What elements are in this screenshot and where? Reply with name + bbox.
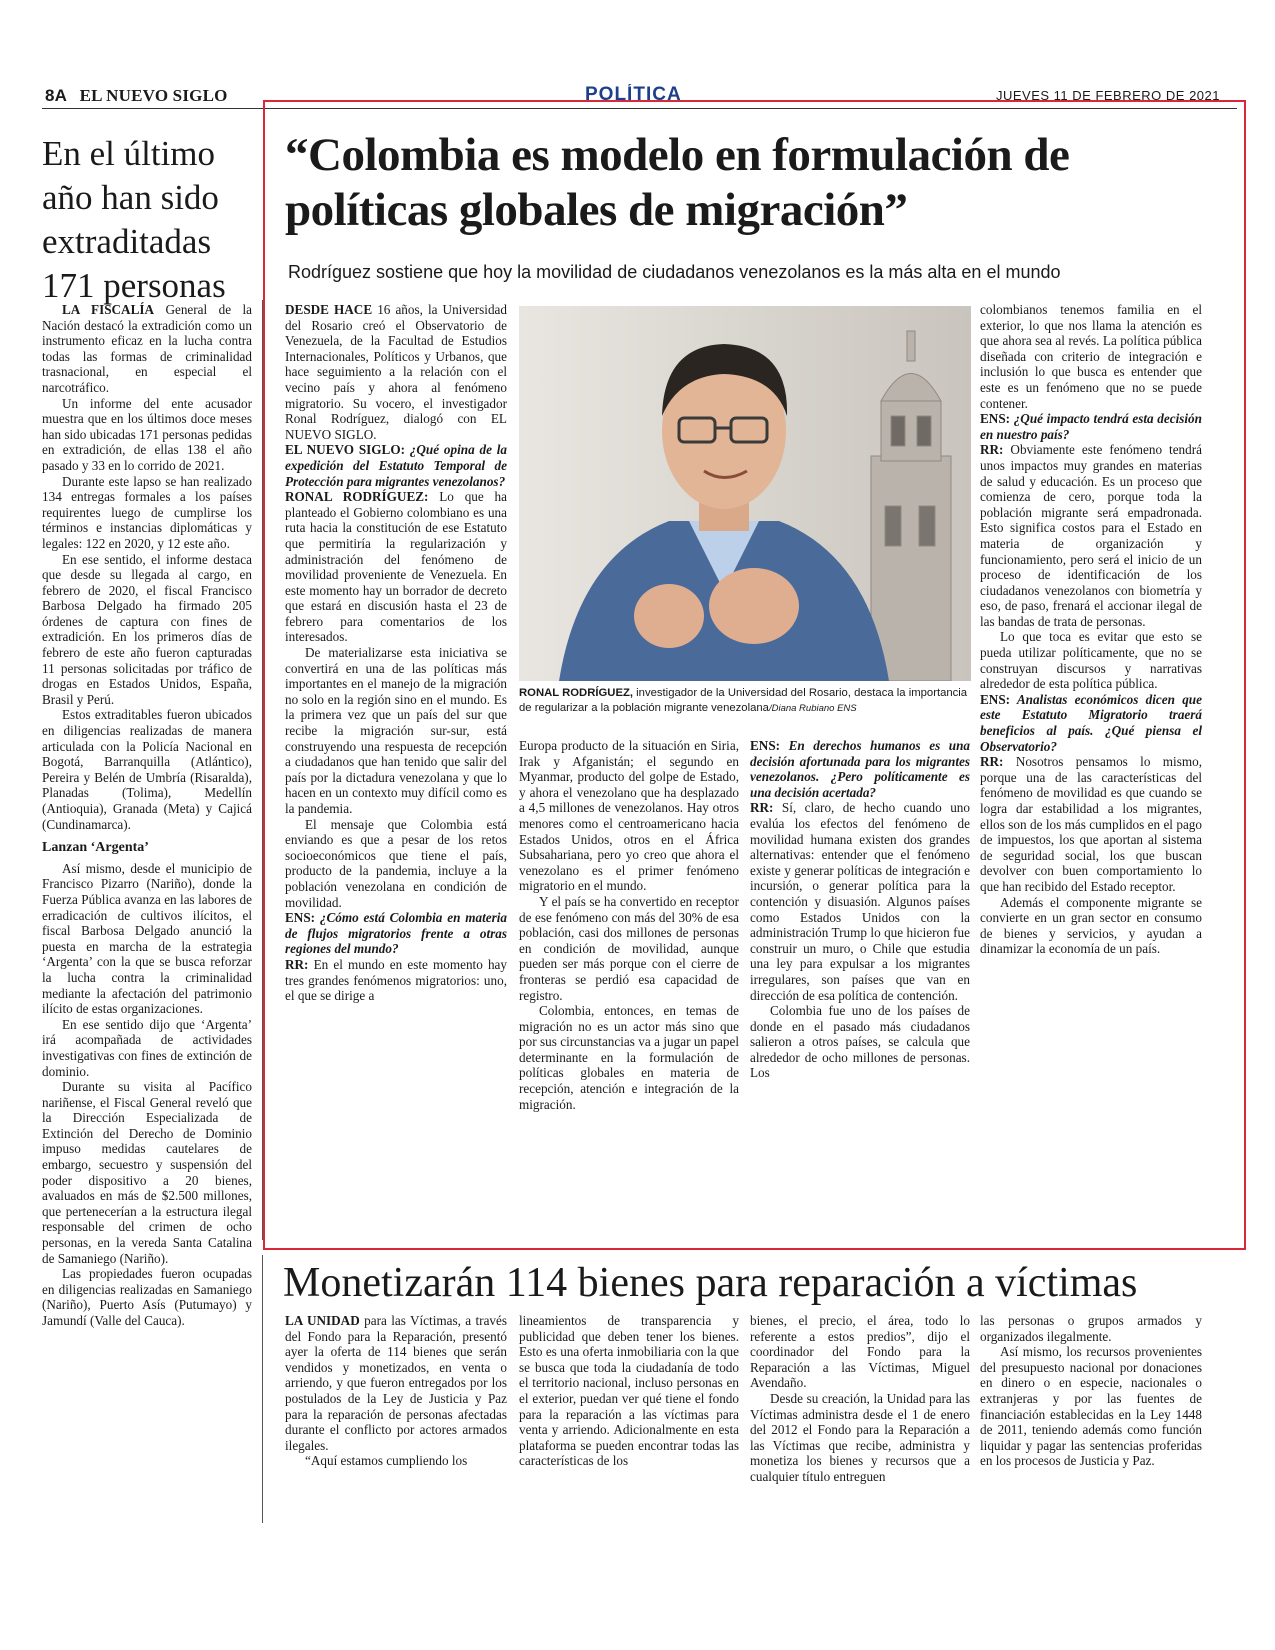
answer-text: Sí, claro, de hecho cuando uno evalúa los efectos del fenómeno de movilidad humana existen dos grandes alternativas: entender que el fenómeno existe y generar políticas de integración e incursión, o generar política para la contención y disuasión. Algunos países como Estados Unidos con la administración Trump lo que hicieron fue construir un muro, o Chile que estudia una ley para expulsar a los migrantes irregulares, son países que van en dirección de esa política de contención. bbox=[750, 800, 970, 1003]
answer-text: Nosotros pensamos lo mismo, porque una de las características del fenómeno de movilidad es que cuando se logra dar estabilidad a los migrantes, ellos son de los más cumplidos en el pago de impuestos, los que aportan al sistema de seguridad social, los que buscan devolver con buen comportamiento lo que han recibido del Estado receptor. bbox=[980, 754, 1202, 894]
speaker-label: ENS: bbox=[750, 738, 781, 753]
answer-text: En el mundo en este momento hay tres grandes fenómenos migratorios: uno, el que se dirige a bbox=[285, 956, 507, 1004]
paragraph bbox=[285, 957, 507, 1004]
paragraph-text: El mensaje que Colombia está enviando es que a pesar de los retos socioeconómicos que tiene el país, producto de la pandemia, incluye a la población venezolana en condición de movilidad. bbox=[285, 816, 507, 910]
sidebar-subhead: Lanzan ‘Argenta’ bbox=[42, 840, 149, 856]
paragraph-text: En ese sentido, el informe destaca que desde su llegada al cargo, en febrero de 2020, el fiscal Francisco Barbosa Delgado ha firmado 205 órdenes de captura con fines de extradición. En los primeros días de febrero de este año fueron capturadas 11 personas solicitadas por tráfico de drogas en Estados Unidos, España, Brasil y Perú. bbox=[42, 551, 252, 707]
paragraph bbox=[42, 474, 252, 552]
main-article-column-2 bbox=[519, 738, 739, 1112]
speaker-label: RR: bbox=[980, 442, 1004, 458]
page-number: 8A bbox=[45, 86, 68, 105]
photo-credit: /Diana Rubiano ENS bbox=[768, 702, 857, 714]
bottom-article-column-4 bbox=[980, 1313, 1202, 1469]
paragraph bbox=[42, 1079, 252, 1266]
paragraph-text: las personas o grupos armados y organizados ilegalmente. bbox=[980, 1313, 1202, 1344]
speaker-label: RR: bbox=[980, 754, 1004, 770]
paragraph bbox=[980, 1344, 1202, 1469]
paragraph bbox=[519, 894, 739, 1003]
speaker-label: RONAL RODRÍGUEZ: bbox=[285, 489, 429, 505]
paragraph bbox=[285, 645, 507, 817]
bottom-article-column-1 bbox=[285, 1313, 507, 1469]
speaker-label: ENS: bbox=[980, 691, 1011, 707]
paragraph-text: “Aquí estamos cumpliendo los bbox=[305, 1453, 468, 1469]
paragraph bbox=[42, 707, 252, 832]
issue-date: JUEVES 11 DE FEBRERO DE 2021 bbox=[995, 88, 1220, 101]
page-header-left bbox=[45, 86, 228, 106]
bottom-article-column-3 bbox=[750, 1313, 970, 1485]
paragraph bbox=[519, 1313, 739, 1469]
main-article-column-3 bbox=[750, 738, 970, 1081]
bottom-article-column-2 bbox=[519, 1313, 739, 1469]
paragraph bbox=[519, 738, 739, 894]
photo-caption bbox=[519, 686, 974, 716]
main-headline: “Colombia es modelo en formulación de políticas globales de migración” bbox=[285, 129, 1070, 236]
bottom-headline: Monetizarán 114 bienes para reparación a víctimas bbox=[283, 1260, 1138, 1306]
paragraph bbox=[285, 489, 507, 645]
paragraph bbox=[750, 1391, 970, 1485]
paragraph bbox=[980, 629, 1202, 691]
paragraph bbox=[519, 1003, 739, 1112]
answer-text: Obviamente este fenómeno tendrá unos impactos muy grandes en materias de salud y educación. Es un proceso que comienza de cero, porque toda la población migrante será empadronada. Esto significa costos para el Estado en materia de organización y funcionamiento, pero será el inicio de un proceso de identificación de los ciudadanos venezolanos con biometría y eso, de paso, frenará el accionar ilegal de las bandas de trata de personas. bbox=[980, 442, 1202, 629]
paragraph-text: 16 años, la Universidad del Rosario creó el Observatorio de Venezuela, de la Facultad de Estudios Internacionales, Políticos y Urbanos, que hace seguimiento a la relación con el vecino país y ahora al fenómeno migratorio. Su vocero, el investigador Ronal Rodríguez, dialogó con EL NUEVO SIGLO. bbox=[285, 302, 507, 442]
paragraph bbox=[285, 910, 507, 957]
sidebar-headline: En el último año han sido extraditadas 171 personas bbox=[42, 134, 226, 305]
paragraph-text: Europa producto de la situación en Siria, Irak y Afganistán; el segundo en Myanmar, producto del golpe de Estado, y ahora el venezolano que ha desplazado a 4,5 millones de venezolanos. Hay otros menores como el centroamericano hacia Estados Unidos, otros en el África Subsahariana, pero yo creo que ahora el venezolano es el primer fenómeno migratorio en el mundo. bbox=[519, 738, 739, 894]
paragraph-text: Y el país se ha convertido en receptor de ese fenómeno con más del 30% de esa población, casi dos millones de personas en condición de movilidad, aunque pueden ser más porque con el cierre de fronteras se perdió esa capacidad de registro. bbox=[519, 893, 739, 1003]
question-text: Analistas económicos dicen que este Estatuto Migratorio traerá beneficios al país. ¿Qué piensa el Observatorio? bbox=[980, 691, 1202, 754]
lead-in: LA FISCALÍA bbox=[62, 302, 155, 317]
caption-name: RONAL RODRÍGUEZ, bbox=[519, 687, 634, 699]
paragraph-text: Durante su visita al Pacífico nariñense, el Fiscal General reveló que la Dirección Especializada de Extinción del Derecho de Dominio impuso medidas cautelares de embargo, secuestro y suspensión del poder dispositivo a 20 bienes, avaluados en más de $2.500 millones, que pertenecerían a la estructura ilegal responsable del crimen de ocho personas, en la vereda Santa Catalina de Samaniego (Nariño). bbox=[42, 1079, 252, 1266]
sidebar-article-body bbox=[42, 302, 252, 1329]
section-label: POLÍTICA bbox=[585, 84, 682, 102]
paragraph bbox=[980, 895, 1202, 957]
main-article-column-1 bbox=[285, 302, 507, 1004]
paragraph bbox=[980, 302, 1202, 411]
paragraph-text: Desde su creación, la Unidad para las Víctimas administra desde el 1 de enero del 2012 el Fondo para la Reparación a las Víctimas que recibe, administra y monetiza los bienes y recursos que a cualquier título entreguen bbox=[750, 1390, 970, 1484]
speaker-label: ENS: bbox=[285, 910, 316, 926]
paragraph bbox=[750, 800, 970, 1003]
paragraph bbox=[750, 738, 970, 800]
paragraph-text: Las propiedades fueron ocupadas en diligencias realizadas en Samaniego (Nariño), Puerto Asís (Putumayo) y Jamundí (Valle del Cauca). bbox=[42, 1266, 252, 1328]
paragraph bbox=[285, 302, 507, 442]
paragraph bbox=[980, 754, 1202, 894]
paragraph-text: Colombia fue uno de los países de donde en el pasado más ciudadanos salieron a otros países, se calcula que alrededor de ocho millones de personas. Los bbox=[750, 1003, 970, 1081]
speaker-label: ENS: bbox=[980, 411, 1011, 427]
paragraph-text: Así mismo, desde el municipio de Francisco Pizarro (Nariño), donde la Fuerza Pública avanza en las labores de erradicación de cultivos ilícitos, el fiscal Barbosa Delgado anunció la puesta en marcha de la estrategia ‘Argenta’ con la que se busca reforzar la lucha contra la criminalidad mediante la afectación del patrimonio ilícito de estas organizaciones. bbox=[42, 860, 252, 1017]
lead-in: LA UNIDAD bbox=[285, 1313, 360, 1328]
speaker-label: EL NUEVO SIGLO: bbox=[285, 442, 405, 458]
paragraph bbox=[285, 1313, 507, 1453]
main-subheadline: Rodríguez sostiene que hoy la movilidad de ciudadanos venezolanos es la más alta en el mundo bbox=[288, 262, 1061, 282]
paragraph bbox=[750, 1313, 970, 1391]
answer-text: Lo que ha planteado el Gobierno colombiano es una ruta hacia la constitución de ese Estatuto que permitiría la regularización y administración del fenómeno de movilidad proveniente de Venezuela. En este momento hay un borrador de decreto que estará en discusión hasta el 23 de febrero para comentarios de los interesados. bbox=[285, 489, 508, 645]
speaker-label: RR: bbox=[750, 800, 774, 816]
paragraph bbox=[285, 442, 507, 489]
paragraph bbox=[980, 692, 1202, 754]
question-text: ¿Qué opina de la expedición del Estatuto Temporal de Protección para migrantes venezolanos? bbox=[285, 442, 507, 489]
paragraph bbox=[42, 552, 252, 708]
paragraph-text: De materializarse esta iniciativa se convertirá en una de las políticas más importantes en el manejo de la migración no solo en la región sino en el mundo. Es la primera vez que un país del sur que recibe la migración sur-sur, está construyendo una respuesta de recepción a ciudadanos que han tenido que salir del país por la dictadura venezolana y que lo hacen en un contexto muy difícil como es la pandemia. bbox=[285, 645, 507, 816]
paragraph-text: para las Víctimas, a través del Fondo para la Reparación, presentó ayer la oferta de 114 bienes que serán vendidos y monetizados, en venta o arriendo, y que fueron entregados por los postulados de la Ley de Justicia y Paz para la reparación de personas afectadas durante el conflicto por actores armados ilegales. bbox=[285, 1313, 508, 1453]
paragraph-text: Así mismo, los recursos provenientes del presupuesto nacional por donaciones en dinero o en especie, nacionales o extranjeras y por las fuentes de financiación establecidas en la Ley 1448 de 2011, teniendo además como función liquidar y pagar las sentencias proferidas en los procesos de Justicia y Paz. bbox=[980, 1344, 1202, 1469]
column-divider bbox=[262, 1255, 263, 1523]
main-article-column-4 bbox=[980, 302, 1202, 957]
paragraph-text: Colombia, entonces, en temas de migración no es un actor más sino que por sus circunstancias va a jugar un papel determinante en la formulación de políticas globales en materia de recepción, atención e integración de la migración. bbox=[519, 1003, 739, 1112]
masthead: EL NUEVO SIGLO bbox=[79, 86, 228, 105]
paragraph-text: Además el componente migrante se convierte en un gran sector en consumo de bienes y servicios, y ayudan a dinamizar la economía de un país. bbox=[980, 894, 1202, 957]
question-text: En derechos humanos es una decisión afortunada para los migrantes venezolanos. ¿Pero políticamente es una decisión acertada? bbox=[750, 738, 970, 800]
caption-text: investigador de la Universidad del Rosario, destaca la importancia de regularizar a la población migrante venezolana bbox=[519, 687, 968, 714]
paragraph bbox=[42, 1017, 252, 1079]
paragraph bbox=[285, 1453, 507, 1469]
paragraph bbox=[42, 1266, 252, 1328]
portrait-illustration bbox=[519, 306, 971, 681]
paragraph bbox=[980, 1313, 1202, 1344]
question-text: ¿Qué impacto tendrá esta decisión en nuestro país? bbox=[980, 411, 1202, 442]
paragraph bbox=[42, 861, 252, 1017]
paragraph bbox=[750, 1003, 970, 1081]
speaker-label: RR: bbox=[285, 956, 309, 972]
paragraph-text: Un informe del ente acusador muestra que en los últimos doce meses han sido ubicadas 171 personas pedidas en extradición, de ellas 138 el año pasado y 33 en lo corrido de 2021. bbox=[42, 395, 252, 473]
paragraph-text: General de la Nación destacó la extradición como un instrumento eficaz en la lucha contra todas las formas de criminalidad trasnacional, en especial el narcotráfico. bbox=[42, 302, 252, 395]
question-text: ¿Cómo está Colombia en materia de flujos migratorios frente a otras regiones del mundo? bbox=[285, 910, 507, 957]
paragraph-text: Lo que toca es evitar que esto se pueda utilizar políticamente, que no se construyan discursos y narrativas alrededor de esta política pública. bbox=[980, 629, 1202, 692]
paragraph-text: Durante este lapso se han realizado 134 entregas formales a los países requirentes luego de cumplirse los términos e instancias diplomáticas y legales: 122 en 2020, y 12 este año. bbox=[42, 473, 252, 551]
paragraph-text: colombianos tenemos familia en el exterior, lo que nos llama la atención es que ahora sea al revés. La política pública diseñada con criterio de integración e inclusión lo que busca es entender que este es un fenómeno que no se puede contener. bbox=[980, 302, 1202, 411]
paragraph-text: bienes, el precio, el área, todo lo referente a estos predios”, dijo el coordinador del Fondo para la Reparación a las Víctimas, Miguel Avendaño. bbox=[750, 1313, 970, 1391]
paragraph bbox=[42, 302, 252, 396]
lead-in: DESDE HACE bbox=[285, 302, 373, 317]
paragraph bbox=[285, 817, 507, 911]
interview-photo bbox=[519, 306, 971, 681]
paragraph-text: En ese sentido dijo que ‘Argenta’ irá acompañada de actividades investigativas con fines de extinción de dominio. bbox=[42, 1016, 252, 1079]
paragraph bbox=[42, 396, 252, 474]
paragraph bbox=[980, 411, 1202, 442]
paragraph bbox=[980, 442, 1202, 629]
paragraph-text: lineamientos de transparencia y publicidad que deben tener los bienes. Esto es una oferta inmobiliaria con la que se busca que toda la ciudadanía de todo el territorio nacional, incluso personas en el exterior, puedan ver qué tiene el fondo para la reparación a las víctimas para venta y arriendo. Adicionalmente en esta plataforma se pueden encontrar todas las características de los bbox=[519, 1313, 739, 1469]
paragraph-text: Estos extraditables fueron ubicados en diligencias realizadas de manera articulada con la Policía Nacional en Bogotá, Barranquilla (Atlántico), Pereira y Belén de Umbría (Risaralda), Planadas (Tolima), Medellín (Antioquia), Granada (Meta) y Cajicá (Cundinamarca). bbox=[42, 707, 252, 832]
